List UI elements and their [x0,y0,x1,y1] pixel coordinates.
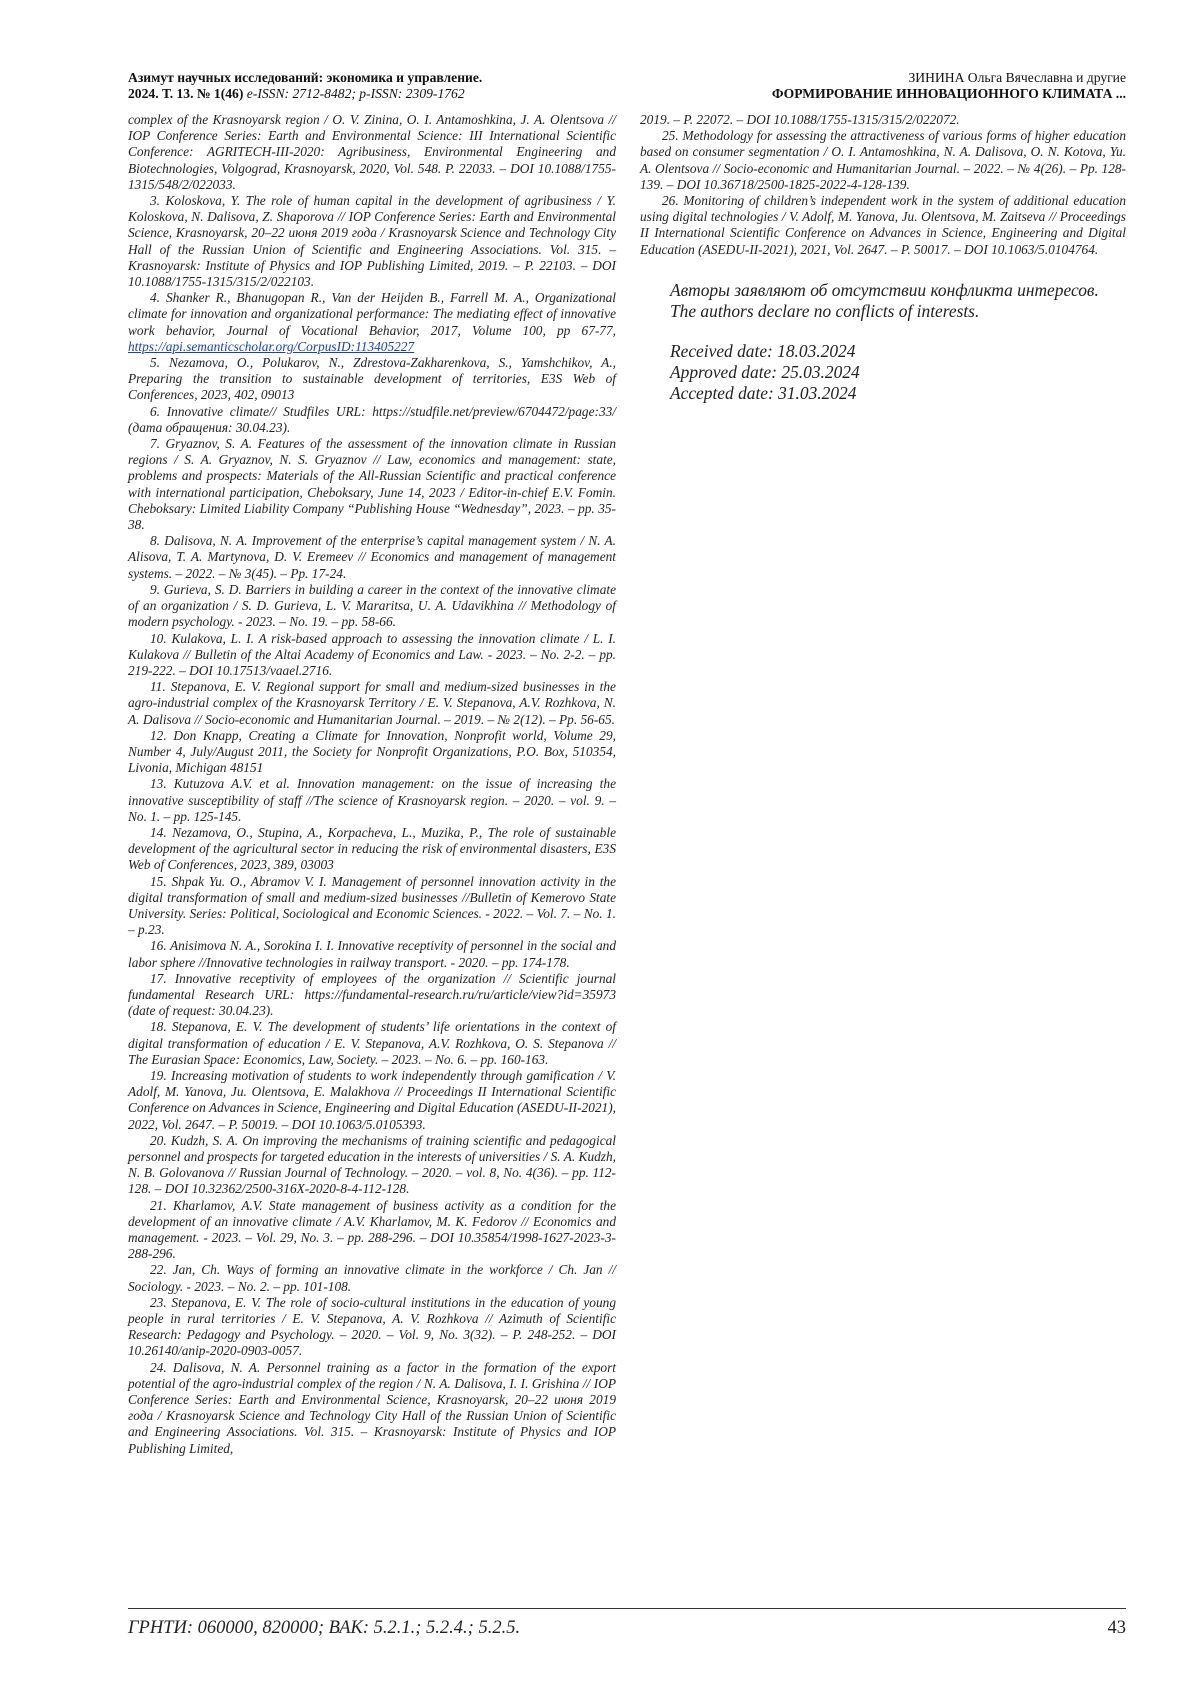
reference-item: 9. Gurieva, S. D. Barriers in building a career in the context of the innovative climate of an organization / S. D. Gurieva, L. V. Mararitsa, U. A. Udavikhina // Methodology of modern psychology. - 2023. – No. 19. – pp. 58-66. [128,581,616,630]
journal-issue [128,86,648,102]
conflict-statement-en: The authors declare no conflicts of interests. [670,300,980,321]
reference-item: 25. Methodology for assessing the attractiveness of various forms of higher education based on consumer segmentation / O. I. Antamoshkina, N. A. Dalisova, O. N. Kotova, Yu. A. Olentsova // Socio-economic and Humanitarian Journal. – 2022. – № 4(26). – Pp. 128-139. – DOI 10.36718/2500-1825-2022-4-128-139. [640,128,1126,192]
reference-item: 22. Jan, Ch. Ways of forming an innovative climate in the workforce / Ch. Jan // Sociology. - 2023. – No. 2. – pp. 101-108. [128,1262,616,1294]
reference-item: 7. Gryaznov, S. A. Features of the assessment of the innovation climate in Russian regions / S. A. Gryaznov, N. S. Gryaznov // Law, economics and management: state, problems and prospects: Materials of the All-Russian Scientific and practical conference with international participation, Cheboksary, June 14, 2023 / Editor-in-chief E.V. Fomin. Cheboksary: Limited Liability Company “Publishing House “Wednesday”, 2023. – pp. 35-38. [128,436,616,533]
reference-item: 8. Dalisova, N. A. Improvement of the enterprise’s capital management system / N. A. Alisova, T. A. Martynova, D. V. Eremeev // Economics and management of management systems. – 2022. – № 3(45). – Pp. 17-24. [128,533,616,581]
journal-header [128,70,648,102]
reference-item: complex of the Krasnoyarsk region / O. V. Zinina, O. I. Antamoshkina, J. A. Olentsova // IOP Conference Series: Earth and Environmental Science: III International Scientific Conference: AGRITECH-III-2020: Agribusiness, Environmental Engineering and Biotechnologies, Volgograd, Krasnoyarsk, 2020, Vol. 548. P. 22033. – DOI 10.1088/1755-1315/548/2/022033. [128,112,616,192]
issn: e-ISSN: 2712-8482; p-ISSN: 2309-1762 [243,86,465,101]
reference-item: 17. Innovative receptivity of employees of the organization // Scientific journal fundamental Research URL: https://fundamental-research.ru/ru/article/view?id=35973 (date of request: 30.04.23). [128,970,616,1019]
article-notes [640,280,1126,404]
reference-link[interactable]: https://api.semanticscholar.org/CorpusID:113405227 [128,338,415,354]
reference-item: 14. Nezamova, O., Stupina, A., Korpacheva, L., Muzika, P., The role of sustainable development of the agricultural sector in reducing the risk of environmental disasters, E3S Web of Conferences, 2023, 389, 03003 [128,824,616,873]
classification-codes: ГРНТИ: 060000, 820000; ВАК: 5.2.1.; 5.2.4.; 5.2.5. [128,1618,521,1638]
reference-item: 12. Don Knapp, Creating a Climate for Innovation, Nonprofit world, Volume 29, Number 4, July/August 2011, the Society for Nonprofit Organizations, P.O. Box, 510354, Livonia, Michigan 48151 [128,727,616,776]
reference-item: 26. Monitoring of children’s independent work in the system of additional education using digital technologies / V. Adolf, M. Yanova, Ju. Olentsova, M. Zaitseva // Proceedings II International Scientific Conference on Advances in Science, Engineering and Digital Education (ASEDU-II-2021), 2021, Vol. 2647. – P. 50017. – DOI 10.1063/5.0104764. [640,193,1126,257]
reference-item: 18. Stepanova, E. V. The development of students’ life orientations in the context of digital transformation of education / E. V. Stepanova, A.V. Rozhkova, O. S. Stepanova // The Eurasian Space: Economics, Law, Society. – 2023. – No. 6. – pp. 160-163. [128,1019,616,1067]
reference-item: 24. Dalisova, N. A. Personnel training as a factor in the formation of the export potential of the agro-industrial complex of the region / N. A. Dalisova, I. I. Grishina // IOP Conference Series: Earth and Environmental Science, Krasnoyarsk, 20–22 июня 2019 года / Krasnoyarsk Science and Technology City Hall of the Russian Union of Scientific and Engineering Associations. Vol. 315. – Krasnoyarsk: Institute of Physics and IOP Publishing Limited, [128,1359,616,1456]
reference-item: 6. Innovative climate// Studfiles URL: https://studfile.net/preview/6704472/page:33/ (дата обращения: 30.04.23). [128,403,616,435]
reference-text: 4. Shanker R., Bhanugopan R., Van der Heijden B., Farrell M. A., Organizational climate for innovation and organizational performance: The mediating effect of innovative work behavior, Journal of Vocational Behavior, 2017, Volume 100, pp 67-77, [128,290,616,338]
reference-item: 16. Anisimova N. A., Sorokina I. I. Innovative receptivity of personnel in the social and labor sphere //Innovative technologies in railway transport. - 2020. – pp. 174-178. [128,938,616,970]
reference-item: 5. Nezamova, O., Polukarov, N., Zdrestova-Zakharenkova, S., Yamshchikov, A., Preparing the transition to sustainable development of territories, E3S Web of Conferences, 2023, 402, 09013 [128,355,616,403]
footer-divider [128,1608,1126,1609]
reference-item: 21. Kharlamov, A.V. State management of business activity as a condition for the development of an innovative climate / A.V. Kharlamov, M. K. Fedorov // Economics and management. - 2023. – Vol. 29, No. 3. – pp. 288-296. – DOI 10.35854/1998-1627-2023-3-288-296. [128,1197,616,1262]
reference-item: 3. Koloskova, Y. The role of human capital in the development of agribusiness / Y. Koloskova, N. Dalisova, Z. Shaporova // IOP Conference Series: Earth and Environmental Science, Krasnoyarsk, 20–22 июня 2019 года / Krasnoyarsk Science and Technology City Hall of the Russian Union of Scientific and Engineering Associations. Vol. 315. – Krasnoyarsk: Institute of Physics and IOP Publishing Limited, 2019. – P. 22103. – DOI 10.1088/1755-1315/315/2/022103. [128,193,616,290]
reference-item [128,290,616,355]
received-date: Received date: 18.03.2024 [670,340,856,361]
journal-name: Азимут научных исследований: экономика и управление. [128,70,483,85]
reference-item: 23. Stepanova, E. V. The role of socio-cultural institutions in the education of young people in rural territories / E. V. Stepanova, A. V. Rozhkova // Azimuth of Scientific Research: Pedagogy and Psychology. – 2020. – Vol. 9, No. 3(32). – P. 248-252. – DOI 10.26140/anip-2020-0903-0057. [128,1294,616,1359]
article-authors: ЗИНИНА Ольга Вячеславна и другие [908,70,1126,85]
reference-item: 19. Increasing motivation of students to work independently through gamification / V. Adolf, M. Yanova, Ju. Olentsova, E. Malakhova // Proceedings II International Scientific Conference on Advances in Science, Engineering and Digital Education (ASEDU-II-2021), 2022, Vol. 2647. – P. 50019. – DOI 10.1063/5.0105393. [128,1067,616,1132]
reference-item: 11. Stepanova, E. V. Regional support for small and medium-sized businesses in the agro-industrial complex of the Krasnoyarsk Territory / E. V. Stepanova, A.V. Rozhkova, N. A. Dalisova // Socio-economic and Humanitarian Journal. – 2019. – № 2(12). – Pp. 56-65. [128,679,616,727]
reference-item: 15. Shpak Yu. O., Abramov V. I. Management of personnel innovation activity in the digital transformation of small and medium-sized businesses //Bulletin of Kemerovo State University. Series: Political, Sociological and Economic Sciences. - 2022. – Vol. 7. – No. 1. – p.23. [128,873,616,938]
article-header [606,70,1126,102]
reference-item: 20. Kudzh, S. A. On improving the mechanisms of training scientific and pedagogical personnel and prospects for targeted education in the interests of universities / S. A. Kudzh, N. B. Golovanova // Russian Journal of Technology. – 2020. – vol. 8, No. 4(36). – pp. 112-128. – DOI 10.32362/2500-316X-2020-8-4-112-128. [128,1132,616,1197]
references-right-column [640,112,1126,404]
references-left-column [128,112,616,1457]
issue-number: 2024. Т. 13. № 1(46) [128,86,244,101]
reference-item: 13. Kutuzova A.V. et al. Innovation management: on the issue of increasing the innovative susceptibility of staff //The science of Krasnoyarsk region. – 2020. – vol. 9. – No. 1. – pp. 125-145. [128,776,616,824]
reference-item: 2019. – P. 22072. – DOI 10.1088/1755-1315/315/2/022072. [640,112,960,127]
page-number: 43 [1107,1618,1126,1638]
reference-item: 10. Kulakova, L. I. A risk-based approach to assessing the innovation climate / L. I. Kulakova // Bulletin of the Altai Academy of Economics and Law. - 2023. – No. 2-2. – pp. 219-222. – DOI 10.17513/vaael.2716. [128,630,616,678]
conflict-statement-ru: Авторы заявляют об отсутствии конфликта интересов. [670,279,1099,300]
article-running-title: ФОРМИРОВАНИЕ ИННОВАЦИОННОГО КЛИМАТА ... [771,86,1126,101]
accepted-date: Accepted date: 31.03.2024 [670,382,857,403]
approved-date: Approved date: 25.03.2024 [670,361,860,382]
